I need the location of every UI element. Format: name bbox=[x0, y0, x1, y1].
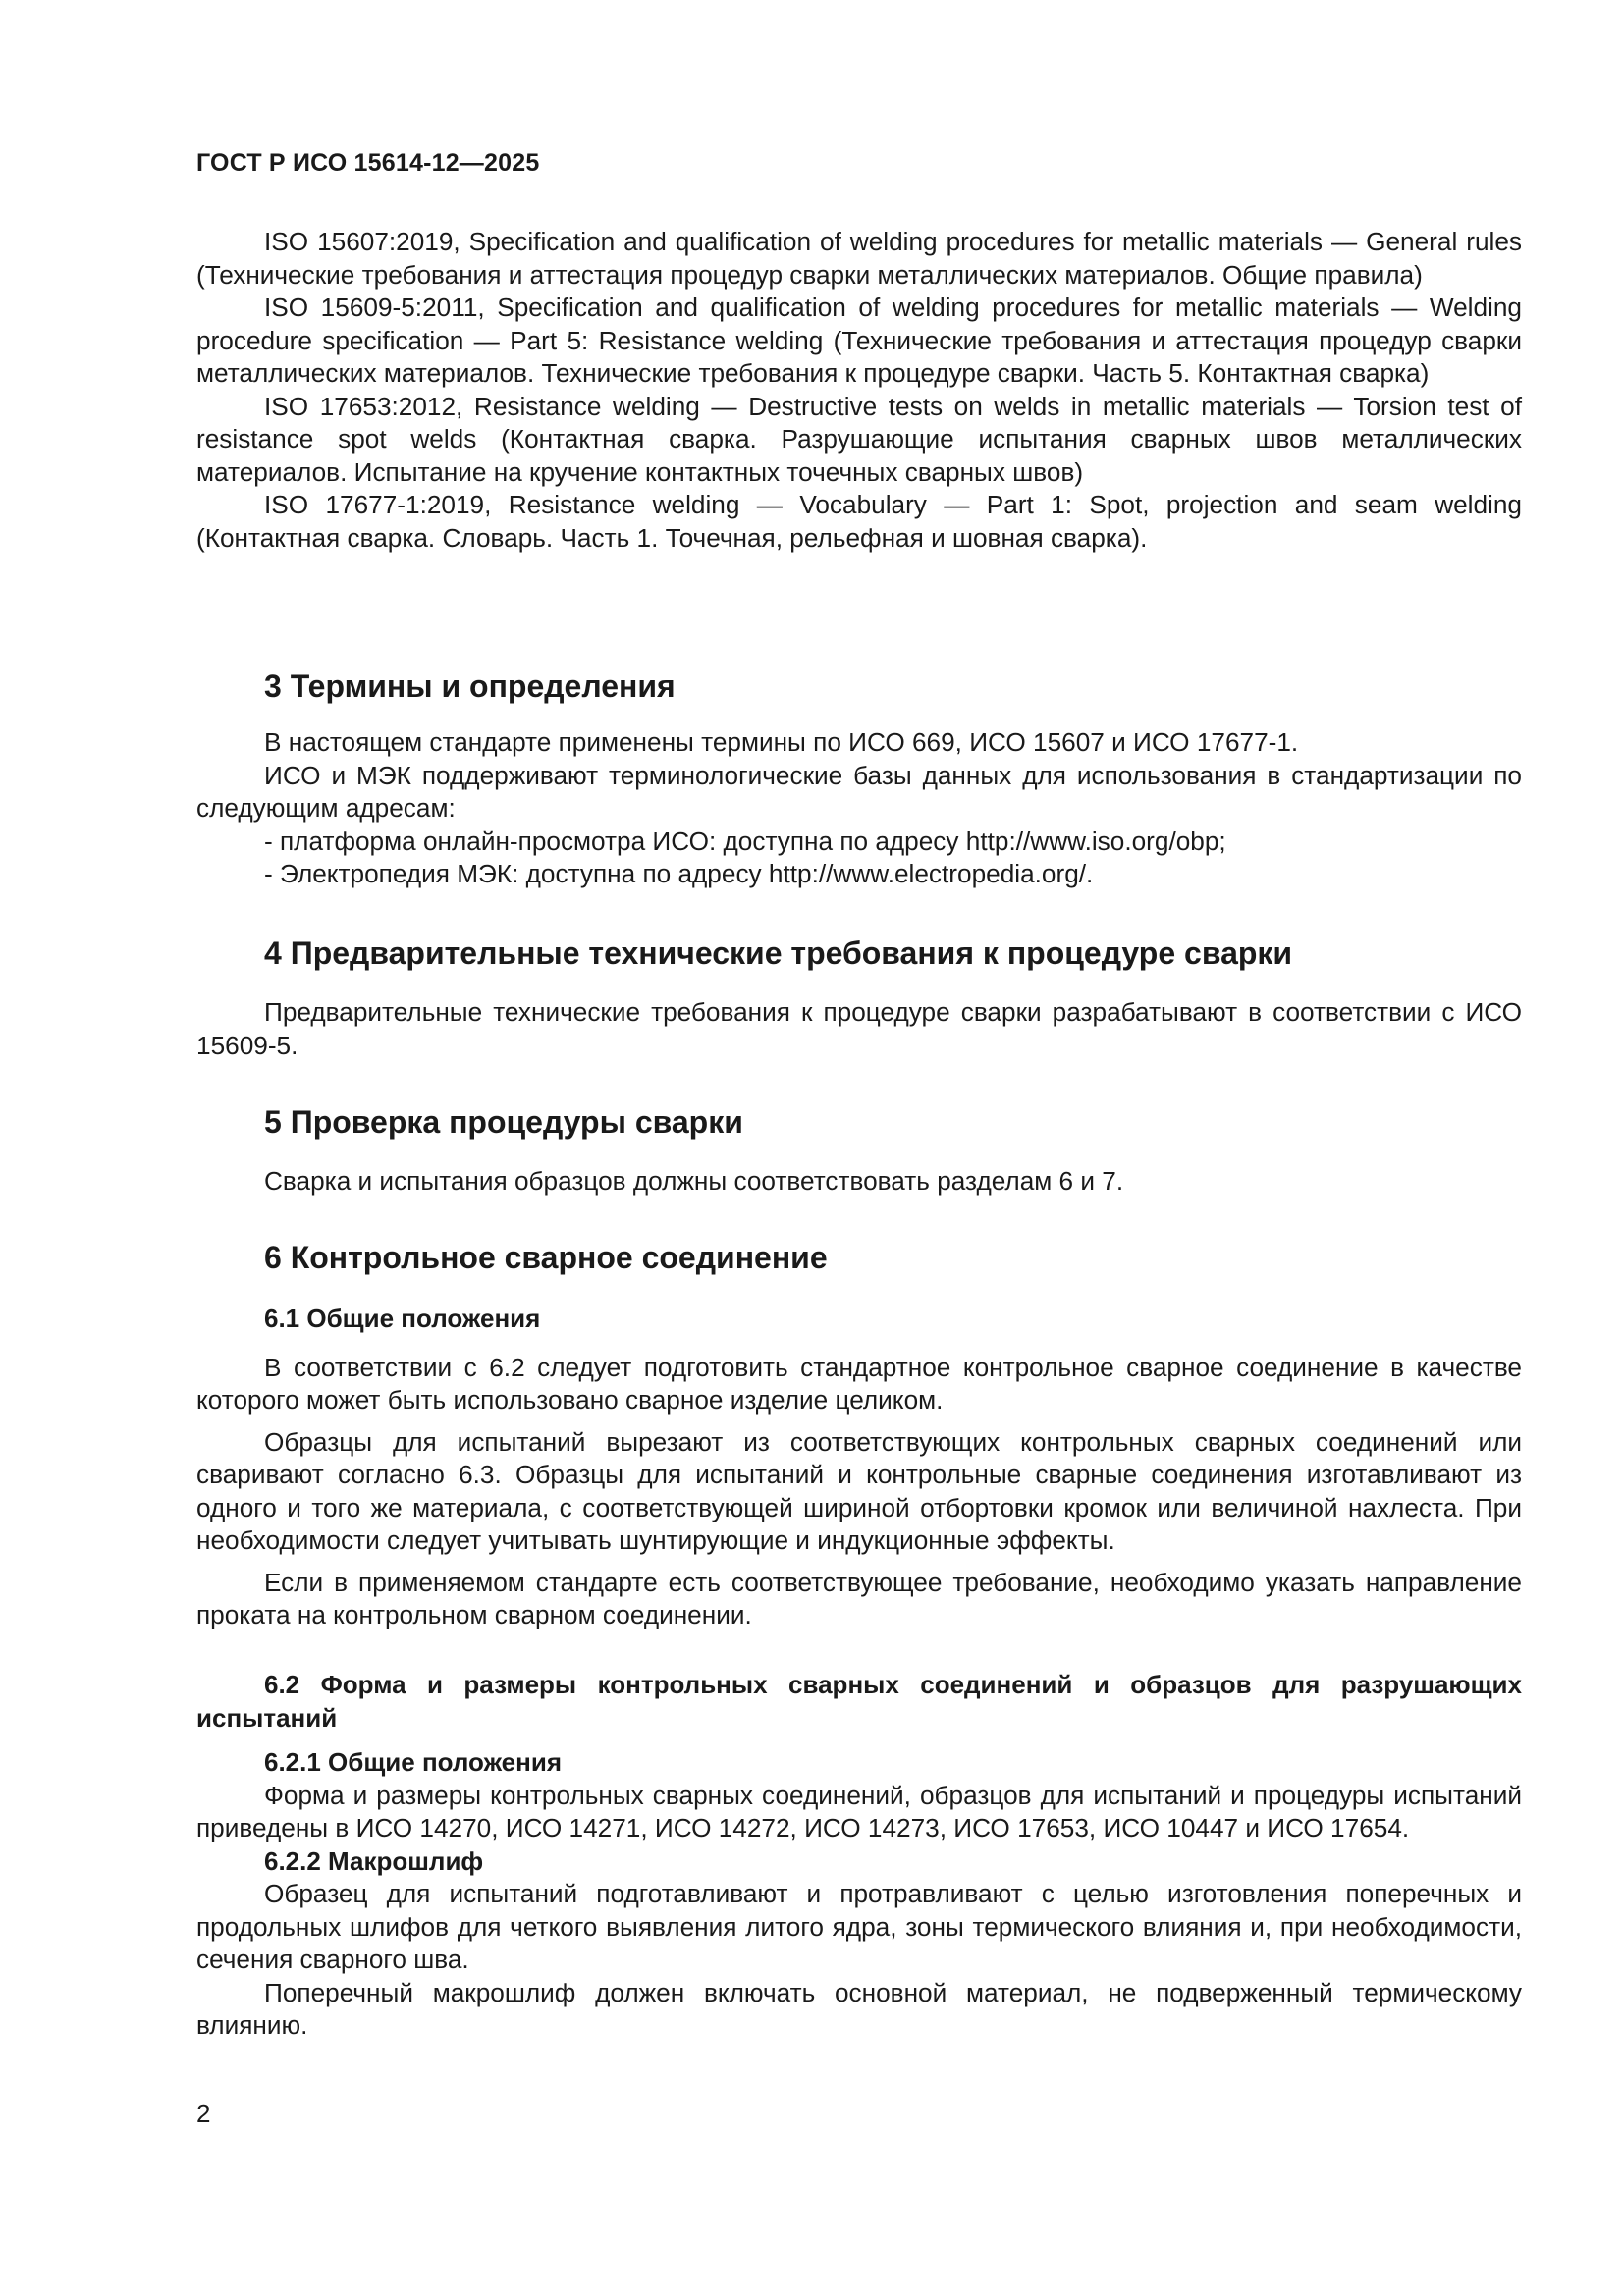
paragraph: ИСО и МЭК поддерживают терминологические базы данных для использования в стандартизации по следующим адресам: bbox=[196, 760, 1522, 823]
paragraph: Образцы для испытаний вырезают из соответствующих контрольных сварных соединений или сваривают согласно 6.3. Образцы для испытаний и контрольные сварные соединения изготавливают из одного и того же материала, с соответствующей шириной отбортовки кромок или величиной нахлеста. При необходимости следует учитывать шунтирующие и индукционные эффекты. bbox=[196, 1426, 1522, 1555]
list-item: - платформа онлайн-просмотра ИСО: доступна по адресу http://www.iso.org/obp; bbox=[264, 826, 1226, 856]
paragraph: Образец для испытаний подготавливают и протравливают с целью изготовления поперечных и продольных шлифов для четкого выявления литого ядра, зоны термического влияния и, при необходимости, сечения сварного шва. bbox=[196, 1879, 1522, 1974]
reference-item: ISO 15609-5:2011, Specification and qualification of welding procedures for metallic materials — Welding procedure specification — Part 5: Resistance welding (Технические требования и аттестация процедур сварки металлических материалов. Технические требования к процедуре сварки. Часть 5. Контактная сварка) bbox=[196, 293, 1522, 388]
paragraph: Форма и размеры контрольных сварных соединений, образцов для испытаний и процедуры испытаний приведены в ИСО 14270, ИСО 14271, ИСО 14272, ИСО 14273, ИСО 17653, ИСО 10447 и ИСО 17654. bbox=[196, 1780, 1522, 1842]
section-3-title: 3 Термины и определения bbox=[264, 668, 676, 704]
paragraph: В настоящем стандарте применены термины по ИСО 669, ИСО 15607 и ИСО 17677-1. bbox=[264, 727, 1299, 757]
section-3-body bbox=[196, 726, 1522, 891]
reference-item: ISO 17677-1:2019, Resistance welding — Vocabulary — Part 1: Spot, projection and seam welding (Контактная сварка. Словарь. Часть 1. Точечная, рельефная и шовная сварка). bbox=[196, 490, 1522, 553]
reference-item: ISO 15607:2019, Specification and qualification of welding procedures for metallic materials — General rules (Технические требования и аттестация процедур сварки металлических материалов. Общие правила) bbox=[196, 227, 1522, 290]
section-4-body bbox=[196, 996, 1522, 1062]
list-item: - Электропедия МЭК: доступна по адресу http://www.electropedia.org/. bbox=[264, 859, 1094, 888]
paragraph: Предварительные технические требования к процедуре сварки разрабатывают в соответствии с ИСО 15609-5. bbox=[196, 997, 1522, 1060]
subsection-6-2-2-title: 6.2.2 Макрошлиф bbox=[264, 1845, 484, 1876]
section-6-1 bbox=[196, 1303, 1522, 1632]
section-6-2 bbox=[196, 1669, 1522, 2043]
paragraph: Сварка и испытания образцов должны соответствовать разделам 6 и 7. bbox=[264, 1166, 1124, 1196]
subsection-6-2-1-title: 6.2.1 Общие положения bbox=[264, 1747, 562, 1777]
paragraph: Если в применяемом стандарте есть соответствующее требование, необходимо указать направление проката на контрольном сварном соединении. bbox=[196, 1567, 1522, 1629]
document-header: ГОСТ Р ИСО 15614-12—2025 bbox=[196, 149, 540, 177]
subsection-6-1-title: 6.1 Общие положения bbox=[264, 1304, 541, 1333]
section-5-title: 5 Проверка процедуры сварки bbox=[264, 1104, 743, 1140]
page-number: 2 bbox=[196, 2099, 211, 2128]
section-6-title: 6 Контрольное сварное соединение bbox=[264, 1240, 828, 1275]
paragraph: Поперечный макрошлиф должен включать основной материал, не подверженный термическому влиянию. bbox=[196, 1977, 1522, 2040]
paragraph: В соответствии с 6.2 следует подготовить стандартное контрольное сварное соединение в качестве которого может быть использовано сварное изделие целиком. bbox=[196, 1352, 1522, 1415]
section-5-body bbox=[196, 1165, 1522, 1199]
references-list bbox=[196, 226, 1522, 555]
subsection-6-2-title: 6.2 Форма и размеры контрольных сварных соединений и образцов для разрушающих испытаний bbox=[196, 1670, 1522, 1733]
section-4-title: 4 Предварительные технические требования к процедуре сварки bbox=[264, 935, 1293, 971]
reference-item: ISO 17653:2012, Resistance welding — Destructive tests on welds in metallic materials — Torsion test of resistance spot welds (Контактная сварка. Разрушающие испытания сварных швов металлических материалов. Испытание на кручение контактных точечных сварных швов) bbox=[196, 391, 1522, 487]
